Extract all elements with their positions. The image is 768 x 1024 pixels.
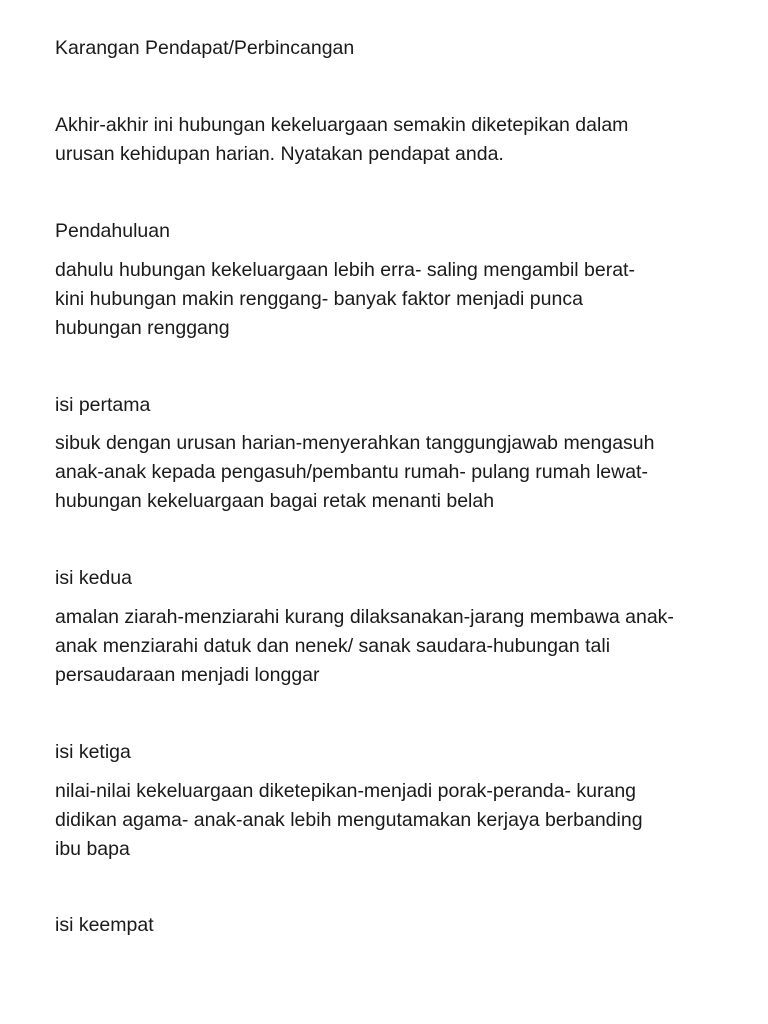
body-line: persaudaraan menjadi longgar <box>55 664 320 686</box>
essay-question <box>55 111 735 169</box>
body-line: anak-anak kepada pengasuh/pembantu rumah- pulang rumah lewat- <box>55 461 648 483</box>
section-body-pendahuluan <box>55 256 735 343</box>
section-heading-isi-pertama: isi pertama <box>55 394 151 416</box>
body-line: hubungan renggang <box>55 317 230 339</box>
body-line: dahulu hubungan kekeluargaan lebih erra- saling mengambil berat- <box>55 259 635 281</box>
section-heading-isi-keempat: isi keempat <box>55 914 154 936</box>
section-body-isi-kedua <box>55 603 735 690</box>
body-line: didikan agama- anak-anak lebih mengutamakan kerjaya berbanding <box>55 809 643 831</box>
body-line: ibu bapa <box>55 838 130 860</box>
body-line: nilai-nilai kekeluargaan diketepikan-menjadi porak-peranda- kurang <box>55 780 637 802</box>
body-line: sibuk dengan urusan harian-menyerahkan tanggungjawab mengasuh <box>55 432 655 454</box>
section-heading-pendahuluan: Pendahuluan <box>55 220 170 242</box>
body-line: hubungan kekeluargaan bagai retak menanti belah <box>55 490 495 512</box>
section-body-isi-ketiga <box>55 777 735 864</box>
section-heading-isi-ketiga: isi ketiga <box>55 741 131 763</box>
body-line: kini hubungan makin renggang- banyak faktor menjadi punca <box>55 288 583 310</box>
document-title: Karangan Pendapat/Perbincangan <box>55 37 355 59</box>
body-line: amalan ziarah-menziarahi kurang dilaksanakan-jarang membawa anak- <box>55 606 674 628</box>
question-line: urusan kehidupan harian. Nyatakan pendapat anda. <box>55 143 504 165</box>
body-line: anak menziarahi datuk dan nenek/ sanak saudara-hubungan tali <box>55 635 611 657</box>
question-line: Akhir-akhir ini hubungan kekeluargaan semakin diketepikan dalam <box>55 114 629 136</box>
section-body-isi-pertama <box>55 429 735 516</box>
section-heading-isi-kedua: isi kedua <box>55 567 132 589</box>
